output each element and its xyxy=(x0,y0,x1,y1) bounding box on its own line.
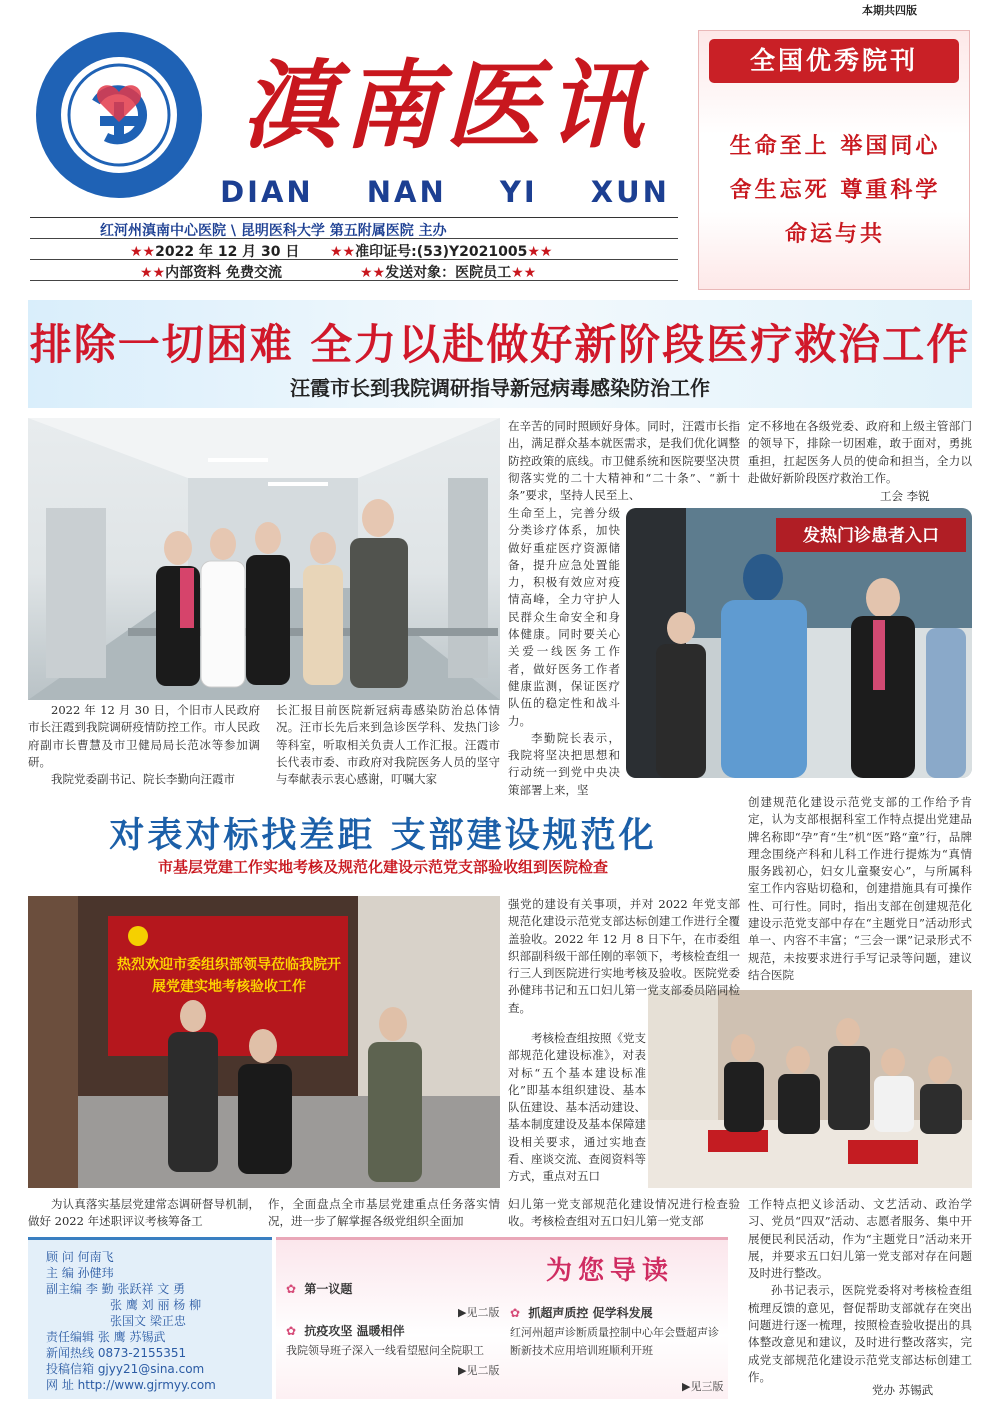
guide-item-1[interactable]: ✿ 第一议题 xyxy=(286,1282,353,1296)
article2-right-top: 创建规范化建设示范党支部的工作给予肯定，认为支部根据科室工作特点提出党建品牌名称即“孕”育“生”机“医”路“童”行，品牌理念围绕产科和儿科工作进行提炼为“真情服务践初心，妇女儿童聚安心”，与所属科室工作内容贴切稳和，创建措施具有可操作性、可行性。同时，指出支部在创建规范化建设示范党支部中存在“主题党日”活动形式单一、内容不丰富；“三会一课”记录形式不规范，未按要求进行手写记录等问题，建议结合医院 xyxy=(748,795,972,982)
guide-box xyxy=(276,1237,728,1399)
article1-col4: 定不移地在各级党委、政府和上级主管部门的领导下，排除一切困难，敢于面对，勇挑重担，扛起医务人员的使命和担当，全力以赴做好新阶段医疗救治工作。 xyxy=(748,419,972,485)
guide-title: 为您导读 xyxy=(546,1256,675,1286)
organizer-line xyxy=(30,218,678,239)
article2-title: 对表对标找差距 支部建设规范化 xyxy=(109,816,657,856)
guide-item-2-text: 我院领导班子深入一线看望慰问全院职工 xyxy=(286,1344,484,1357)
corridor-scene xyxy=(28,418,500,700)
award-line-1: 生命至上 举国同心 xyxy=(729,133,941,159)
award-line-3: 命运与共 xyxy=(784,221,885,247)
staff-deputy-1: 副主编 李 勤 张跃祥 文 勇 xyxy=(46,1282,186,1296)
staff-adviser: 顾 问 何南飞 xyxy=(46,1250,114,1264)
staff-editor: 主 编 孙健玮 xyxy=(46,1266,114,1280)
flower-icon: ✿ xyxy=(286,1282,297,1296)
article2-photo-inspection xyxy=(648,990,972,1188)
fever-clinic-scene xyxy=(626,508,972,778)
newspaper-title: 滇南医讯 xyxy=(241,49,649,162)
article1-author: 工会 李锐 xyxy=(880,489,930,503)
award-title: 全国优秀院刊 xyxy=(709,39,959,83)
info-box xyxy=(30,217,678,281)
staff-deputy-3: 张国文 梁正忠 xyxy=(110,1314,186,1328)
article1-photo-corridor xyxy=(28,418,500,700)
staff-box xyxy=(28,1237,272,1399)
article1-col3-top: 在辛苦的同时照顾好身体。同时，汪霞市长指出，满足群众基本就医需求，是我们优化调整防控政策的底线。市卫健系统和医院要坚决贯彻落实党的二十大精神和“二十条”、“新十条”要求，坚持人民至上、 xyxy=(508,419,740,503)
internal-line: ★★内部资料 免费交流 ★★发送对象：医院员工★★ xyxy=(30,260,678,281)
welcome-banner: 热烈欢迎市委组织部领导莅临我院开展党建实地考核验收工作 xyxy=(117,957,341,995)
article2-mid-top: 强党的建设有关事项，并对 2022 年党支部规范化建设示范党支部达标创建工作进行全覆盖验收。2022 年 12 月 8 日下午，在市委组织部副科级干部任刚的率领下，考核检查组一行三人到医院进行实地考核及验收。医院党委孙健玮书记和五口妇儿第一党支部委员陪同检查。 xyxy=(508,897,740,1015)
flower-icon: ✿ xyxy=(286,1324,297,1338)
article2-subtitle: 市基层党建工作实地考核及规范化建设示范党支部验收组到医院检查 xyxy=(157,858,608,876)
newspaper-pinyin: DIAN NAN YI XUN xyxy=(220,175,670,209)
article1-title: 排除一切困难 全力以赴做好新阶段医疗救治工作 xyxy=(29,320,971,369)
fever-clinic-sign: 发热门诊患者入口 xyxy=(803,526,939,546)
guide-item-2-page[interactable]: ▶见二版 xyxy=(458,1364,500,1377)
hospital-logo xyxy=(36,32,202,198)
article1-col1-p2: 我院党委副书记、院长李勤向汪霞市 xyxy=(51,772,235,787)
article1-col3-narrow: 生命至上，完善分级分类诊疗体系，加快做好重症医疗资源储备，提升应急处置能力，积极有效应对疫情高峰，全力守护人民群众生命安全和身体健康。同时要关心关爱一线医务工作者，做好医务工作者健康监测，保证医疗队伍的稳定性和战斗力。 xyxy=(508,506,620,728)
guide-item-3-page[interactable]: ▶见三版 xyxy=(682,1380,724,1393)
article1-col1-p1: 2022 年 12 月 30 日，个旧市人民政府市长汪霞到我院调研疫情防控工作。市人民政府副市长曹慧及市卫健局局长范冰等参加调研。 xyxy=(28,703,260,769)
issue-date: 2022 年 12 月 30 日 xyxy=(155,244,300,260)
staff-email[interactable]: 投稿信箱 gjyy21@sina.com xyxy=(46,1362,205,1376)
page-count: 本期共四版 xyxy=(862,4,917,17)
staff-deputy-2: 张 鹰 刘 丽 杨 柳 xyxy=(110,1298,202,1312)
permit-number: 准印证号:(53)Y2021005 xyxy=(355,244,528,260)
article2-mid-narrow: 考核检查组按照《党支部规范化建设标准》，对表对标“五个基本建设标准化”即基本组织建设、基本队伍建设、基本活动建设、基本制度建设及基本保障建设相关要求，通过实地查看、座谈交流、查阅资料等方式，重点对五口 xyxy=(508,1031,646,1184)
flower-icon: ✿ xyxy=(510,1306,521,1320)
article2-left-b: 作，全面盘点全市基层党建重点任务落实情况，进一步了解掌握各级党组织全面加 xyxy=(268,1197,500,1229)
audience-note: 发送对象：医院员工 xyxy=(385,265,512,281)
guide-item-3-text-2: 断新技术应用培训班顺利开班 xyxy=(510,1344,653,1357)
guide-item-1-page[interactable]: ▶见二版 xyxy=(458,1306,500,1319)
article1-subtitle: 汪霞市长到我院调研指导新冠病毒感染防治工作 xyxy=(290,376,710,400)
article2-author: 党办 苏锡武 xyxy=(872,1383,934,1397)
article2-photo-reception xyxy=(28,896,500,1188)
internal-note: 内部资料 免费交流 xyxy=(165,265,282,281)
article2-right-bottom: 工作特点把义诊活动、文艺活动、政治学习、党员“四双”活动、志愿者服务、集中开展便民利民活动，作为“主题党日”活动来开展，并要求五口妇儿第一党支部对存在问题及时进行整改。 xyxy=(748,1197,972,1281)
article2-right-p2: 孙书记表示，医院党委将对考核检查组梳理反馈的意见，督促帮助支部就存在突出问题进行逐一梳理，按照检查验收提出的具体整改意见和建议，及时进行整改落实，完成党支部规范化建设示范党支部达标创建工作。 xyxy=(748,1283,972,1384)
guide-item-2[interactable]: ✿ 抗疫攻坚 温暖相伴 xyxy=(286,1324,405,1338)
award-line-2: 舍生忘死 尊重科学 xyxy=(729,177,941,203)
guide-item-3[interactable]: ✿ 抓超声质控 促学科发展 xyxy=(510,1306,653,1320)
article1-col3-p2: 李勤院长表示，我院将坚决把思想和行动统一到党中央决策部署上来，坚 xyxy=(508,730,620,797)
logo-ring-icon xyxy=(36,32,202,198)
guide-item-3-text-1: 红河州超声诊断质量控制中心年会暨超声诊 xyxy=(510,1326,719,1339)
article1-col2: 长汇报目前医院新冠病毒感染防治总体情况。汪市长先后来到急诊医学科、发热门诊等科室，听取相关负责人工作汇报。汪霞市长代表市委、市政府对我院医务人员的坚守与奉献表示衷心感谢，叮嘱大家 xyxy=(276,703,500,787)
date-line: ★★2022 年 12 月 30 日 ★★准印证号:(53)Y2021005★★ xyxy=(30,239,678,260)
staff-website[interactable]: 网 址 http://www.gjrmyy.com xyxy=(46,1378,216,1392)
staff-hotline: 新闻热线 0873-2155351 xyxy=(46,1346,187,1360)
staff-resp-editor: 责任编辑 张 鹰 苏锡武 xyxy=(46,1330,166,1344)
article2-mid-bottom: 妇儿第一党支部规范化建设情况进行检查验收。考核检查组对五口妇儿第一党支部 xyxy=(508,1197,740,1229)
reception-scene xyxy=(28,896,500,1188)
award-box xyxy=(698,30,970,290)
article2-left-a: 为认真落实基层党建常态调研督导机制，做好 2022 年述职评议考核筹备工 xyxy=(28,1197,260,1229)
article1-photo-fever-clinic xyxy=(626,508,972,778)
inspection-scene xyxy=(648,990,972,1188)
organizer: 红河州滇南中心医院 \ 昆明医科大学 第五附属医院 主办 xyxy=(100,223,447,239)
